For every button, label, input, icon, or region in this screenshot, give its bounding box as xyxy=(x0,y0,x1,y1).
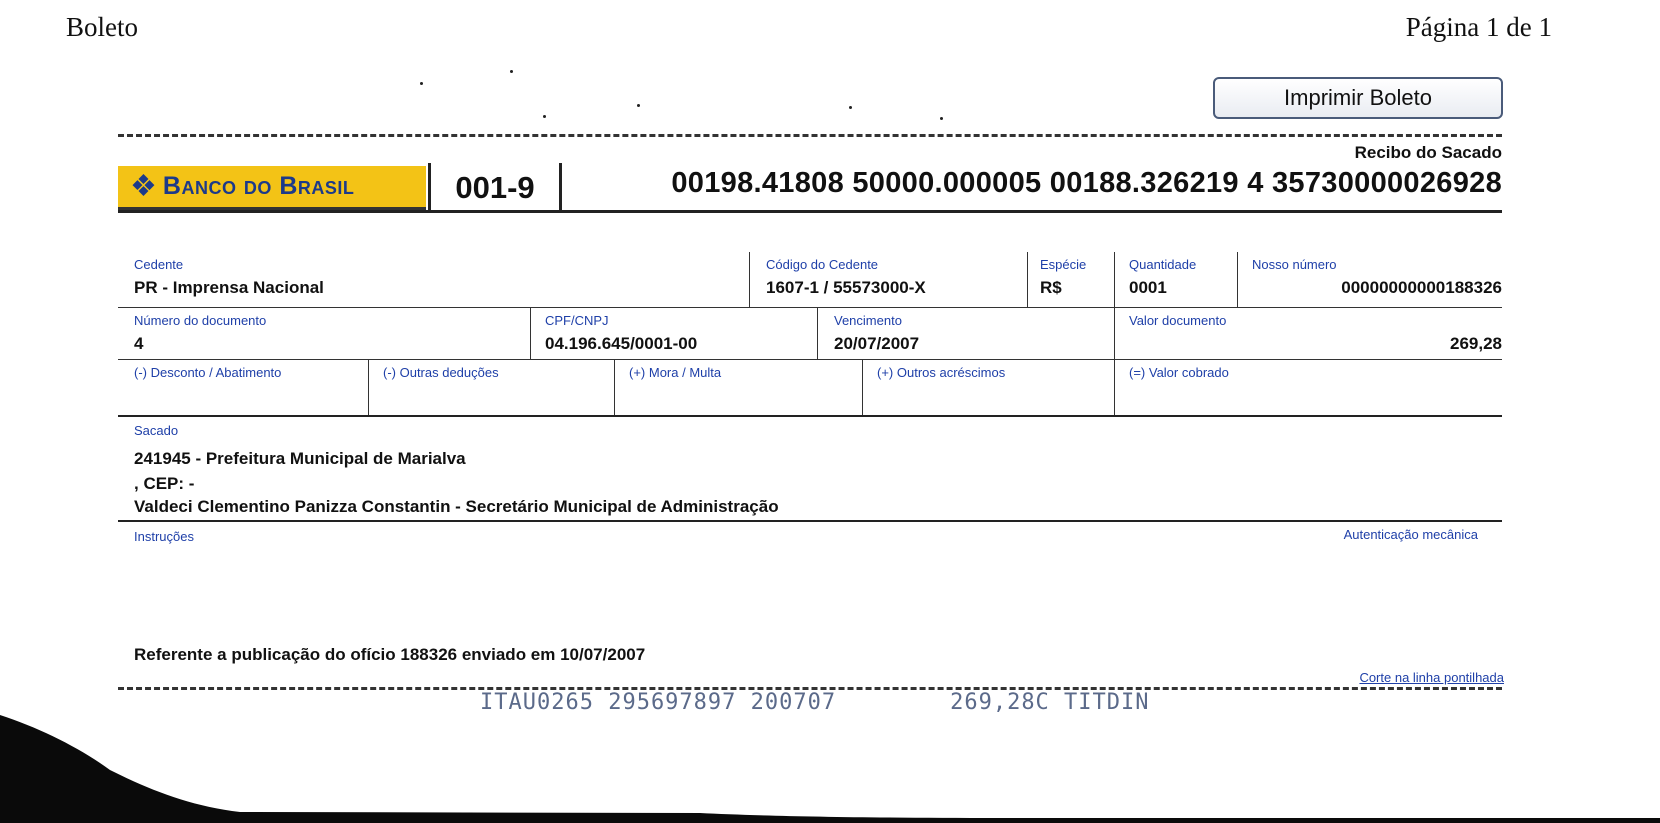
bank-authentication-stamp: ITAU0265 295697897 200707 269,28C TITDIN xyxy=(480,690,1150,715)
sacado-line-1: 241945 - Prefeitura Municipal de Marialva xyxy=(134,449,466,468)
nosso-numero-value: 00000000000188326 xyxy=(1341,278,1502,297)
cell-nosso-numero xyxy=(1237,252,1502,307)
codigo-cedente-label: Código do Cedente xyxy=(766,257,879,272)
outros-acrescimos-label: (+) Outros acréscimos xyxy=(877,365,1006,380)
speck xyxy=(543,115,546,118)
cell-desconto xyxy=(118,360,368,416)
cell-especie xyxy=(1027,252,1114,307)
page-indicator: Página 1 de 1 xyxy=(1405,12,1552,42)
valor-cobrado-label: (=) Valor cobrado xyxy=(1129,365,1229,380)
digitable-line: 00198.41808 50000.000005 00188.326219 4 35730000026928 xyxy=(671,167,1502,199)
bank-name: Banco do Brasil xyxy=(162,172,355,200)
cell-mora-multa xyxy=(614,360,862,416)
quantidade-label: Quantidade xyxy=(1129,257,1197,272)
valor-documento-value: 269,28 xyxy=(1450,334,1502,353)
receipt-section-label: Recibo do Sacado xyxy=(1354,143,1502,162)
bank-logo xyxy=(118,166,426,210)
quantidade-value: 0001 xyxy=(1129,278,1167,297)
cell-cedente xyxy=(118,252,749,307)
cell-cpf-cnpj xyxy=(530,308,817,360)
vencimento-value: 20/07/2007 xyxy=(834,334,920,353)
autenticacao-label: Autenticação mecânica xyxy=(1343,527,1478,542)
sacado-line-3: Valdeci Clementino Panizza Constantin - Secretário Municipal de Administração xyxy=(134,497,779,516)
cell-valor-documento xyxy=(1114,308,1502,360)
print-boleto-button[interactable]: Imprimir Boleto xyxy=(1213,77,1503,119)
row-valores xyxy=(118,359,1502,416)
codigo-cedente-value: 1607-1 / 55573000-X xyxy=(766,278,926,297)
sacado-line-2: , CEP: - xyxy=(134,474,195,493)
numero-documento-label: Número do documento xyxy=(134,313,267,328)
cell-valor-cobrado xyxy=(1114,360,1502,416)
row-cedente xyxy=(118,252,1502,307)
speck xyxy=(420,82,423,85)
cedente-value: PR - Imprensa Nacional xyxy=(134,278,324,297)
cedente-label: Cedente xyxy=(134,257,184,272)
especie-value: R$ xyxy=(1040,278,1062,297)
cell-numero-documento xyxy=(118,308,530,360)
nosso-numero-label: Nosso número xyxy=(1252,257,1337,272)
sacado-bottom-rule xyxy=(118,520,1502,522)
valor-documento-label: Valor documento xyxy=(1129,313,1227,328)
corte-label: Corte na linha pontilhada xyxy=(1359,670,1504,685)
especie-label: Espécie xyxy=(1040,257,1087,272)
cut-line-top xyxy=(118,134,1502,137)
referencia-text: Referente a publicação do ofício 188326 enviado em 10/07/2007 xyxy=(134,645,646,664)
cell-vencimento xyxy=(817,308,1114,360)
sacado-top-rule xyxy=(118,415,1502,417)
page-title: Boleto xyxy=(66,12,138,42)
speck xyxy=(637,104,640,107)
desconto-label: (-) Desconto / Abatimento xyxy=(134,365,282,380)
speck xyxy=(849,106,852,109)
bank-logo-icon: ❖ xyxy=(130,169,157,203)
speck xyxy=(940,117,943,120)
sacado-label: Sacado xyxy=(134,423,179,438)
cell-quantidade xyxy=(1114,252,1237,307)
cell-outras-deducoes xyxy=(368,360,614,416)
outras-deducoes-label: (-) Outras deduções xyxy=(383,365,499,380)
cpf-cnpj-value: 04.196.645/0001-00 xyxy=(545,334,698,353)
cell-outros-acrescimos xyxy=(862,360,1114,416)
header-rule xyxy=(118,210,1502,213)
vencimento-label: Vencimento xyxy=(834,313,902,328)
bank-code: 001-9 xyxy=(428,163,562,213)
cpf-cnpj-label: CPF/CNPJ xyxy=(545,313,609,328)
numero-documento-value: 4 xyxy=(134,334,144,353)
cell-codigo-cedente xyxy=(749,252,1027,307)
mora-multa-label: (+) Mora / Multa xyxy=(629,365,722,380)
speck xyxy=(510,70,513,73)
row-documento xyxy=(118,307,1502,360)
instrucoes-label: Instruções xyxy=(134,529,194,544)
